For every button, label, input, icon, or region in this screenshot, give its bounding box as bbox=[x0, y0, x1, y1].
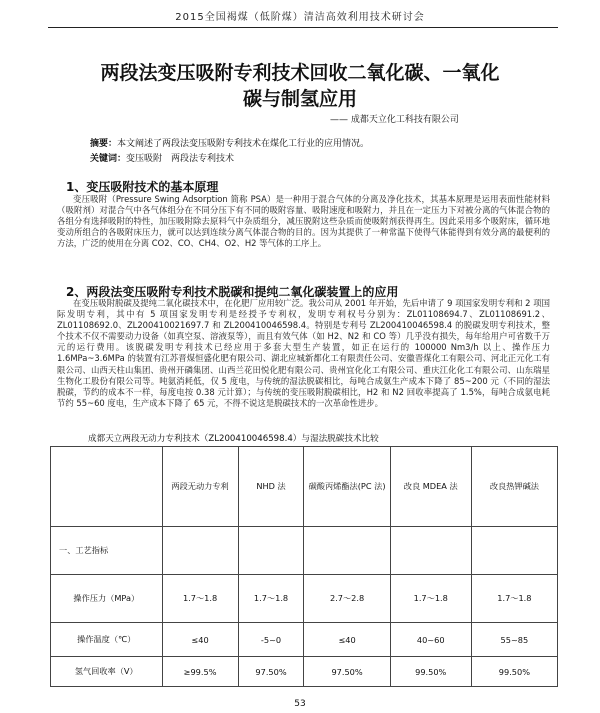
table-cell bbox=[471, 527, 557, 575]
table-cell bbox=[304, 527, 390, 575]
table-cell: 1.7～1.8 bbox=[471, 575, 557, 623]
table-cell: 1.7～1.8 bbox=[238, 575, 304, 623]
abstract-label: 摘要： bbox=[90, 139, 118, 149]
table-cell: 99.50% bbox=[471, 657, 557, 687]
table-cell: 1.7～1.8 bbox=[162, 575, 238, 623]
row-label: 氢气回收率（V） bbox=[51, 657, 163, 687]
table-cell: ≥99.5% bbox=[162, 657, 238, 687]
table-cell: -5~0 bbox=[238, 623, 304, 657]
page-number: 53 bbox=[294, 699, 306, 709]
table-row bbox=[51, 657, 558, 687]
section2-paragraph: 在变压吸附脱碳及提纯二氧化碳技术中，在化肥厂应用较广泛。我公司从 2001 年开始，先后申请了 9 项国家发明专利和 2 项国际发明专利，其中有 5 项国家发明专利是经授予专利权，发明专利权号分别为：ZL01108694.7、ZL01108691.2、ZL01108692.0、ZL200410021697.7 和 ZL200410046598.4。特别是专利号 ZL200410046598.4 的脱碳发明专利技术，整个技术不仅不需要动力设备（如真空泵、溶液泵等），而且有效气体（如 H2、N2 和 CO 等）几乎没有损失，每年给用户可省数千万元的运行费用。该脱碳发明专利技术已经应用于多套大型生产装置，如正在运行的 100000 Nm3/h 以上、操作压力 1.6MPa~3.6MPa 的装置有江苏晋煤恒盛化肥有限公司、湖北应城新都化工有限责任公司、安徽晋煤化工有限公司、河北正元化工有限公司、山西天柱山集团、贵州开磷集团、山西兰花田悦化肥有限公司、贵州宜化化工有限公司、重庆江化化工有限公司、山东瑞星生物化工股份有限公司等。吨氨消耗低，仅 5 度电，与传统的湿法脱碳相比，每吨合成氨生产成本下降了 85~200 元（不同的湿法脱碳，节约的成本不一样，每度电按 0.38 元计算）；与传统的变压吸附脱碳相比，H2 和 N2 回收率提高了 1.5%，每吨合成氨电耗节约 55~60 度电，生产成本下降了 65 元，不得不说这是脱碳技术的一次革命性进步。 bbox=[57, 298, 550, 408]
header-rule bbox=[48, 27, 558, 28]
title-line-2: 碳与制氢应用 bbox=[242, 88, 357, 110]
table-caption: 成都天立两段无动力专利技术（ZL200410046598.4）与湿法脱碳技术比较 bbox=[88, 434, 379, 444]
table-cell: 40~60 bbox=[390, 623, 471, 657]
author-organization: —— 成都天立化工科技有限公司 bbox=[330, 115, 459, 125]
header-cell-nhd: NHD 法 bbox=[238, 447, 304, 527]
table-cell: 97.50% bbox=[304, 657, 390, 687]
keywords-label: 关键词： bbox=[90, 154, 127, 164]
comparison-table bbox=[50, 446, 558, 687]
section1-paragraph: 变压吸附（Pressure Swing Adsorption 简称 PSA）是一种用于混合气体的分离及净化技术，其基本原理是运用表面性能材料（吸附剂）对混合气中各气体组分在不同分压下有不同的吸附容量、吸附速度和吸附力，并且在一定压力下对被分离的气体混合物的各组分有选择吸附的特性，加压吸附除去原料气中杂质组分，减压脱附这些杂质而使吸附剂获得再生。因此采用多个吸附床，循环地变动所组合的各吸附床压力，就可以达到连续分离气体混合物的目的。因为其提供了一种常温下使得气体能得到有效分离的最便利的方法，广泛的使用在分离 CO2、CO、CH4、O2、H2 等气体的工序上。 bbox=[57, 194, 550, 249]
title-line-1: 两段法变压吸附专利技术回收二氧化碳、一氧化 bbox=[100, 62, 500, 84]
table-cell: ≤40 bbox=[162, 623, 238, 657]
table-cell bbox=[390, 527, 471, 575]
table-section-row bbox=[51, 527, 558, 575]
row-label: 操作温度（℃） bbox=[51, 623, 163, 657]
section-label-cell: 一、工艺指标 bbox=[51, 527, 163, 575]
conference-header: 2015全国褐煤（低阶煤）清洁高效利用技术研讨会 bbox=[175, 12, 425, 23]
header-cell-hot-potash: 改良热钾碱法 bbox=[471, 447, 557, 527]
table-header-row bbox=[51, 447, 558, 527]
table-cell: 97.50% bbox=[238, 657, 304, 687]
table-cell: 1.7～1.8 bbox=[390, 575, 471, 623]
header-cell-pc: 碳酸丙烯酯法(PC 法) bbox=[304, 447, 390, 527]
header-cell-blank bbox=[51, 447, 163, 527]
abstract-text: 本文阐述了两段法变压吸附专利技术在煤化工行业的应用情况。 bbox=[117, 139, 370, 149]
table-row bbox=[51, 575, 558, 623]
table-cell: ≤40 bbox=[304, 623, 390, 657]
row-label: 操作压力（MPa） bbox=[51, 575, 163, 623]
table-cell bbox=[238, 527, 304, 575]
table-cell bbox=[162, 527, 238, 575]
abstract bbox=[90, 137, 369, 151]
table-cell: 55~85 bbox=[471, 623, 557, 657]
header-cell-mdea: 改良 MDEA 法 bbox=[390, 447, 471, 527]
table-cell: 99.50% bbox=[390, 657, 471, 687]
keywords-text: 变压吸附 两段法专利技术 bbox=[126, 154, 235, 164]
header-cell-two-stage: 两段无动力专利 bbox=[162, 447, 238, 527]
section1-heading: 1、变压吸附技术的基本原理 bbox=[66, 180, 219, 194]
section2-heading: 2、两段法变压吸附专利技术脱碳和提纯二氧化碳装置上的应用 bbox=[66, 285, 399, 299]
keywords bbox=[90, 152, 234, 166]
paper-title bbox=[40, 60, 560, 112]
table-cell: 2.7～2.8 bbox=[304, 575, 390, 623]
table-row bbox=[51, 623, 558, 657]
